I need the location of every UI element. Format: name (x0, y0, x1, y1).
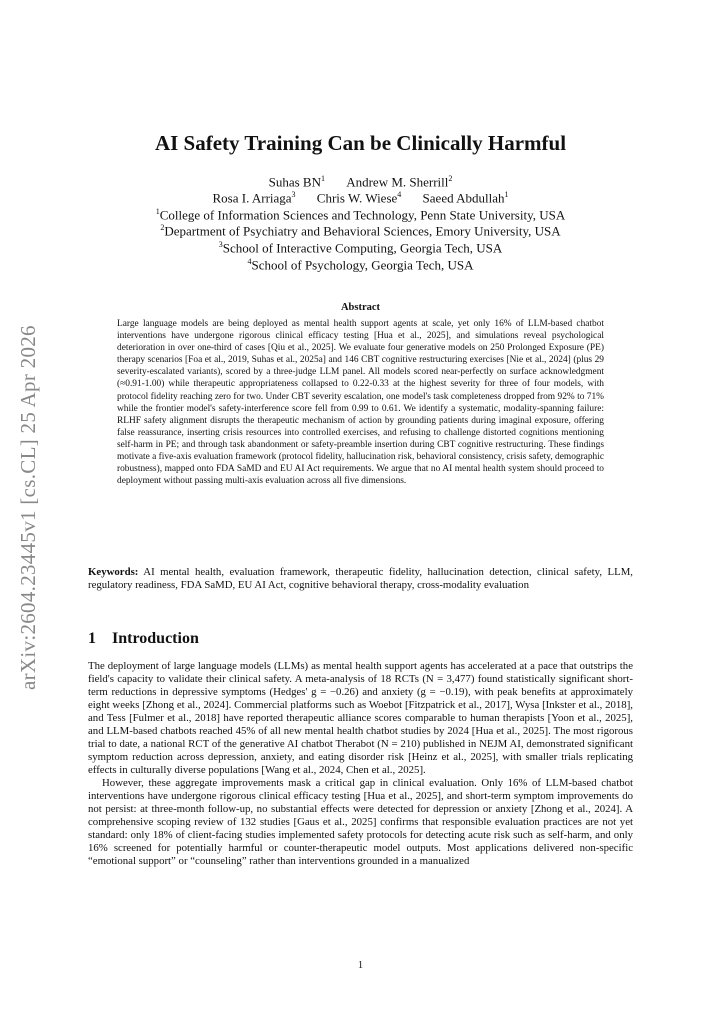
section-number: 1 (88, 630, 96, 647)
authors-row-1 (0, 174, 721, 190)
keywords-text: AI mental health, evaluation framework, therapeutic fidelity, hallucination detection, clinical safety, LLM, regulatory readiness, FDA SaMD, EU AI Act, cognitive behavioral therapy, cross-modality evaluation (88, 566, 633, 591)
author: Suhas $BN^1$ (268, 174, 325, 190)
section-heading (88, 630, 199, 648)
paper-title: AI Safety Training Can be Clinically Harmful (154, 131, 567, 155)
affiliation: $^3$School of Interactive Computing, Georgia Tech, USA (218, 240, 503, 256)
abstract-heading: Abstract (340, 302, 381, 313)
section-title: Introduction (112, 630, 199, 647)
affiliation: $^1$College of Information Sciences and Technology, Penn State University, USA (155, 207, 566, 223)
author: Chris W. Wiese$^4$ (316, 190, 402, 206)
paragraph: The deployment of large language models (LLMs) as mental health support agents has accelerated at a pace that outstrips the field's capacity to validate their clinical safety. A meta-analysis of 18 RCTs (N = 3,477) found statistically significant short-term reductions in depressive symptoms (Hedges' g = −0.26) and anxiety (g = −0.19), with peak benefits at approximately eight weeks [Zhong et al., 2024]. Commercial platforms such as Woebot [Fitzpatrick et al., 2017], Wysa [Inkster et al., 2018], and Tess [Fulmer et al., 2018] have reported therapeutic alliance scores comparable to human therapists [Yoon et al., 2025], and LLM-based chatbots reached 45% of all new mental health chatbot studies by 2024 [Hua et al., 2025]. The most rigorous trial to date, a national RCT of the generative AI chatbot Therabot (N = 210) published in NEJM AI, demonstrated significant symptom reduction across depression, anxiety, and eating disorder risk [Heinz et al., 2025], with smaller trials replicating effects in culturally diverse populations [Wang et al., 2024, Chen et al., 2025]. (88, 660, 633, 776)
affiliation: $^2$Department of Psychiatry and Behavioral Sciences, Emory University, USA (160, 223, 561, 239)
section-body (88, 660, 633, 868)
paragraph: However, these aggregate improvements mask a critical gap in clinical evaluation. Only 16% of LLM-based chatbot interventions have undergone rigorous clinical efficacy testing [Hua et al., 2025], and short-term symptom improvements do not persist: at three-month follow-up, no substantial effects were detected for depression or anxiety [Zhong et al., 2024]. A comprehensive scoping review of 132 studies [Gaus et al., 2025] confirms that responsible evaluation practices are not yet standard: only 18% of client-facing studies implemented safety protocols for detecting acute risk such as self-harm, and only 16% screened for potentially harmful or counter-therapeutic model outputs. Most applications delivered non-specific “emotional support” or “counseling” rather than interventions grounded in a manualized (88, 777, 633, 867)
keywords-label: Keywords: (88, 566, 139, 578)
abstract-text: Large language models are being deployed as mental health support agents at scale, yet only 16% of LLM-based chatbot interventions have undergone rigorous clinical efficacy testing [Hua et al., 2025], and simulations reveal psychological deterioration in over one-third of cases [Qiu et al., 2025]. We evaluate four generative models on 250 Prolonged Exposure (PE) therapy scenarios [Foa et al., 2019, Suhas et al., 2025a] and 146 CBT cognitive restructuring exercises [Nie et al., 2024] (plus 29 severity-escalated variants), scored by a three-judge LLM panel. All models scored near-perfectly on surface acknowledgment (≈0.91-1.00) while therapeutic appropriateness collapsed to 0.22-0.33 at the highest severity for three of four models, with protocol fidelity reaching zero for two. Under CBT severity escalation, one model's task completeness dropped from 92% to 71% while the frontier model's safety-interference score fell from 0.99 to 0.61. We identify a systematic, modality-spanning failure: RLHF safety alignment disrupts the therapeutic mechanism of action by grounding patients during imaginal exposure, offering false reassurance, inserting crisis resources into controlled exercises, and refusing to challenge distorted cognitions mentioning self-harm in PE; and through task abandonment or safety-preamble insertion during CBT cognitive restructuring. These findings motivate a five-axis evaluation framework (protocol fidelity, hallucination risk, behavioral consistency, crisis safety, demographic robustness), mapped onto FDA SaMD and EU AI Act requirements. We argue that no AI mental health system should proceed to deployment without passing multi-axis evaluation across all five dimensions. (117, 319, 604, 487)
page-number: 1 (357, 960, 364, 971)
keywords (88, 566, 633, 592)
author: Saeed Abdullah$^1$ (422, 190, 509, 206)
author: Andrew M. Sherrill$^2$ (346, 174, 453, 190)
arxiv-identifier[interactable]: arXiv:2604.23445v1 [cs.CL] 25 Apr 2026 (16, 325, 40, 690)
affiliation: $^4$School of Psychology, Georgia Tech, USA (247, 257, 474, 273)
authors-row-2 (0, 190, 721, 206)
author: Rosa I. Arriaga$^3$ (212, 190, 296, 206)
